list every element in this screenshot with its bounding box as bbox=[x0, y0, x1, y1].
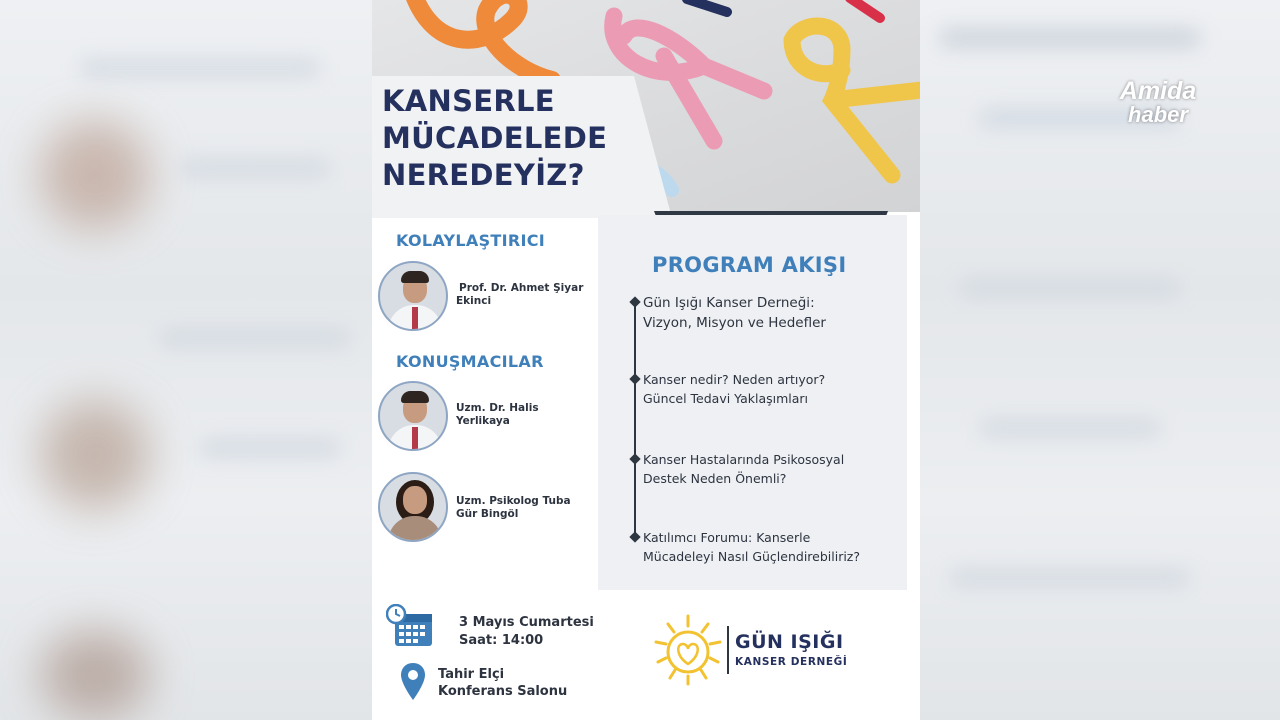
yellow-ribbon-icon bbox=[772, 10, 920, 190]
red-ribbon-icon bbox=[842, 0, 892, 30]
facilitator-avatar bbox=[378, 261, 448, 331]
location-pin-icon bbox=[400, 662, 426, 702]
event-location: Tahir Elçi Konferans Salonu bbox=[438, 667, 568, 699]
program-item-4: Katılımcı Forumu: Kanserle Mücadeleyi Nasıl Güçlendirebiliriz? bbox=[643, 528, 903, 566]
timeline-dot-icon bbox=[629, 373, 640, 384]
program-item-1: Gün Işığı Kanser Derneği: Vizyon, Misyon ve Hedefler bbox=[643, 293, 903, 333]
organizer-name: GÜN IŞIĞI bbox=[735, 631, 844, 653]
program-heading: PROGRAM AKIŞI bbox=[652, 253, 847, 277]
speaker-avatar-2 bbox=[378, 472, 448, 542]
program-item-2: Kanser nedir? Neden artıyor? Güncel Tedavi Yaklaşımları bbox=[643, 370, 903, 408]
facilitator-heading: KOLAYLAŞTIRICI bbox=[396, 231, 546, 250]
poster-title: KANSERLE MÜCADELEDE NEREDEYİZ? bbox=[382, 84, 608, 192]
organizer-subtitle: KANSER DERNEĞİ bbox=[735, 656, 848, 668]
speakers-heading: KONUŞMACILAR bbox=[396, 352, 544, 371]
amida-haber-watermark: Amida haber bbox=[1119, 77, 1197, 127]
blurred-background-right bbox=[920, 0, 1280, 720]
event-date-time: 3 Mayıs Cumartesi Saat: 14:00 bbox=[459, 615, 594, 648]
blurred-background-left bbox=[0, 0, 372, 720]
facilitator-name: Prof. Dr. Ahmet Şiyar Ekinci bbox=[456, 282, 584, 307]
timeline-dot-icon bbox=[629, 531, 640, 542]
speaker-avatar-1 bbox=[378, 381, 448, 451]
timeline-dot-icon bbox=[629, 296, 640, 307]
calendar-icon bbox=[386, 604, 434, 648]
event-poster bbox=[372, 0, 920, 720]
timeline-line bbox=[634, 301, 636, 541]
logo-separator bbox=[727, 626, 729, 674]
navy-ribbon-icon bbox=[682, 0, 742, 24]
program-panel bbox=[598, 215, 907, 590]
program-item-3: Kanser Hastalarında Psikososyal Destek Neden Önemli? bbox=[643, 450, 903, 488]
speaker-name-2: Uzm. Psikolog Tuba Gür Bingöl bbox=[456, 495, 571, 520]
timeline-dot-icon bbox=[629, 453, 640, 464]
speaker-name-1: Uzm. Dr. Halis Yerlikaya bbox=[456, 402, 539, 427]
